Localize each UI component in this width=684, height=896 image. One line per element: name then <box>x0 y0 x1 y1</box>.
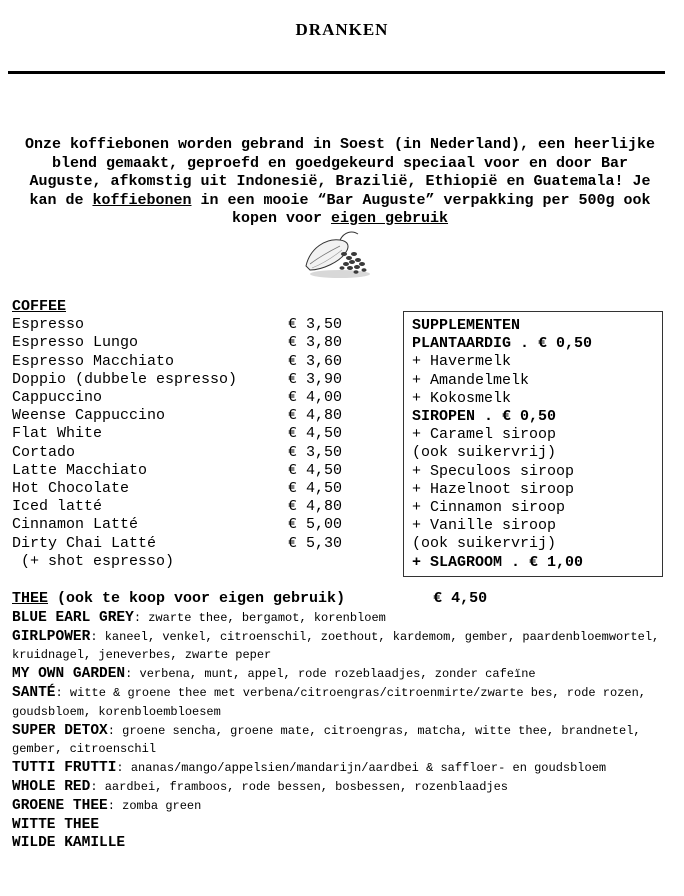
item-price: € 3,60 <box>288 352 343 370</box>
supplement-item: + Hazelnoot siroop <box>412 480 575 498</box>
menu-item <box>12 334 392 352</box>
menu-item <box>12 535 392 553</box>
item-price: € 4,80 <box>288 498 343 516</box>
item-name: Flat White <box>12 425 103 443</box>
tea-name: GIRLPOWER <box>12 628 91 645</box>
item-price: € 4,80 <box>288 407 343 425</box>
item-price: € 4,50 <box>288 461 343 479</box>
menu-item <box>12 316 392 334</box>
item-name: Latte Macchiato <box>12 461 148 479</box>
item-price: € 3,80 <box>288 334 343 352</box>
tea-name: WHOLE RED <box>12 778 91 795</box>
tea-item <box>12 665 682 684</box>
tea-item <box>12 684 682 722</box>
item-name: Cappuccino <box>12 389 103 407</box>
tea-item <box>12 834 682 853</box>
supplement-item: (ook suikervrij) <box>412 535 557 553</box>
page-title: DRANKEN <box>295 20 389 39</box>
supplement-item: + Speculoos siroop <box>412 462 575 480</box>
tea-description: : zwarte thee, bergamot, korenbloem <box>133 610 386 625</box>
tea-description: : ananas/mango/appelsien/mandarijn/aardbei & saffloer- en goudsbloem <box>116 761 607 776</box>
tea-subheading: (ook te koop voor eigen gebruik) <box>48 590 346 607</box>
intro-link-eigen-gebruik: eigen gebruik <box>331 210 449 227</box>
tea-item <box>12 797 682 816</box>
coffee-note: (+ shot espresso) <box>12 552 175 570</box>
supplement-item: + Cinnamon siroop <box>412 499 566 517</box>
tea-name: TUTTI FRUTTI <box>12 760 117 777</box>
item-price: € 3,90 <box>288 370 343 388</box>
tea-name: SANTÉ <box>12 684 56 701</box>
tea-name: WITTE THEE <box>12 816 100 833</box>
intro-text-1: Onze koffiebonen worden gebrand in Soest (in Nederland), een heerlijke blend gemaakt, geproefd en goedgekeurd speciaal voor en door Bar Auguste, afkomstig uit Indonesië, Brazilië, Ethiopië en Guatemala! Je kan de <box>24 136 656 209</box>
title-divider <box>8 71 665 74</box>
supplement-item: + Vanille siroop <box>412 517 557 535</box>
tea-description: : groene sencha, groene mate, citroengras, matcha, witte thee, brandnetel, gember, citroenschil <box>12 723 641 757</box>
plant-milk-header: PLANTAARDIG . € 0,50 <box>412 335 593 353</box>
coffee-beans-bag-icon <box>300 224 376 282</box>
item-name: Espresso Lungo <box>12 334 139 352</box>
whipped-cream-item: + SLAGROOM . € 1,00 <box>412 553 584 571</box>
supplements-title: SUPPLEMENTEN <box>412 317 521 334</box>
tea-description: : zomba green <box>107 798 202 813</box>
tea-description: : kaneel, venkel, citroenschil, zoethout, kardemom, gember, paardenbloemwortel, kruidnagel, jeneverbes, zwarte peper <box>12 629 660 663</box>
item-name: Cortado <box>12 443 76 461</box>
supplements-box <box>403 311 663 577</box>
menu-item <box>12 371 392 389</box>
tea-menu <box>12 590 682 853</box>
item-name: Hot Chocolate <box>12 480 130 498</box>
intro-paragraph <box>14 136 666 229</box>
supplement-item: + Kokosmelk <box>412 389 512 407</box>
tea-item <box>12 778 682 797</box>
item-name: Dirty Chai Latté <box>12 534 157 552</box>
item-price: € 5,30 <box>288 534 343 552</box>
item-name: Cinnamon Latté <box>12 516 139 534</box>
item-name: Espresso Macchiato <box>12 352 175 370</box>
item-price: € 4,50 <box>288 425 343 443</box>
tea-heading: THEE <box>12 590 49 607</box>
menu-item <box>12 498 392 516</box>
item-price: € 3,50 <box>288 316 343 334</box>
menu-item <box>12 444 392 462</box>
tea-item <box>12 759 682 778</box>
coffee-menu <box>12 298 392 571</box>
tea-price: € 4,50 <box>433 590 488 607</box>
item-name: Doppio (dubbele espresso) <box>12 370 238 388</box>
menu-item <box>12 407 392 425</box>
menu-item <box>12 462 392 480</box>
menu-item <box>12 516 392 534</box>
tea-name: SUPER DETOX <box>12 722 108 739</box>
tea-name: MY OWN GARDEN <box>12 666 126 683</box>
supplement-item: + Havermelk <box>412 353 512 371</box>
intro-text-2: in een mooie “Bar Auguste” verpakking per 500g ook kopen voor <box>191 191 651 227</box>
item-price: € 5,00 <box>288 516 343 534</box>
menu-item <box>12 480 392 498</box>
syrup-header: SIROPEN . € 0,50 <box>412 408 557 426</box>
tea-description: : witte & groene thee met verbena/citroengras/citroenmirte/zwarte bes, rode rozen, goudsbloem, korenbloembloesem <box>12 685 647 719</box>
tea-item <box>12 816 682 835</box>
item-price: € 3,50 <box>288 443 343 461</box>
supplement-item: + Caramel siroop <box>412 426 557 444</box>
tea-name: GROENE THEE <box>12 797 108 814</box>
tea-name: BLUE EARL GREY <box>12 609 134 626</box>
tea-description: : verbena, munt, appel, rode rozeblaadjes, zonder cafeïne <box>125 667 536 682</box>
supplement-item: (ook suikervrij) <box>412 444 557 462</box>
coffee-heading: COFFEE <box>12 298 67 315</box>
menu-item <box>12 425 392 443</box>
item-price: € 4,00 <box>288 389 343 407</box>
intro-link-koffiebonen: koffiebonen <box>92 191 192 209</box>
tea-item <box>12 722 682 760</box>
tea-item <box>12 609 682 628</box>
tea-heading-row <box>12 590 682 609</box>
item-price: € 4,50 <box>288 480 343 498</box>
tea-name: WILDE KAMILLE <box>12 835 126 852</box>
menu-item <box>12 353 392 371</box>
tea-item <box>12 628 682 666</box>
item-name: Weense Cappuccino <box>12 407 166 425</box>
tea-description: : aardbei, framboos, rode bessen, bosbessen, rozenblaadjes <box>90 779 508 794</box>
menu-item <box>12 389 392 407</box>
item-name: Espresso <box>12 316 85 334</box>
supplement-item: + Amandelmelk <box>412 371 530 389</box>
item-name: Iced latté <box>12 498 103 516</box>
